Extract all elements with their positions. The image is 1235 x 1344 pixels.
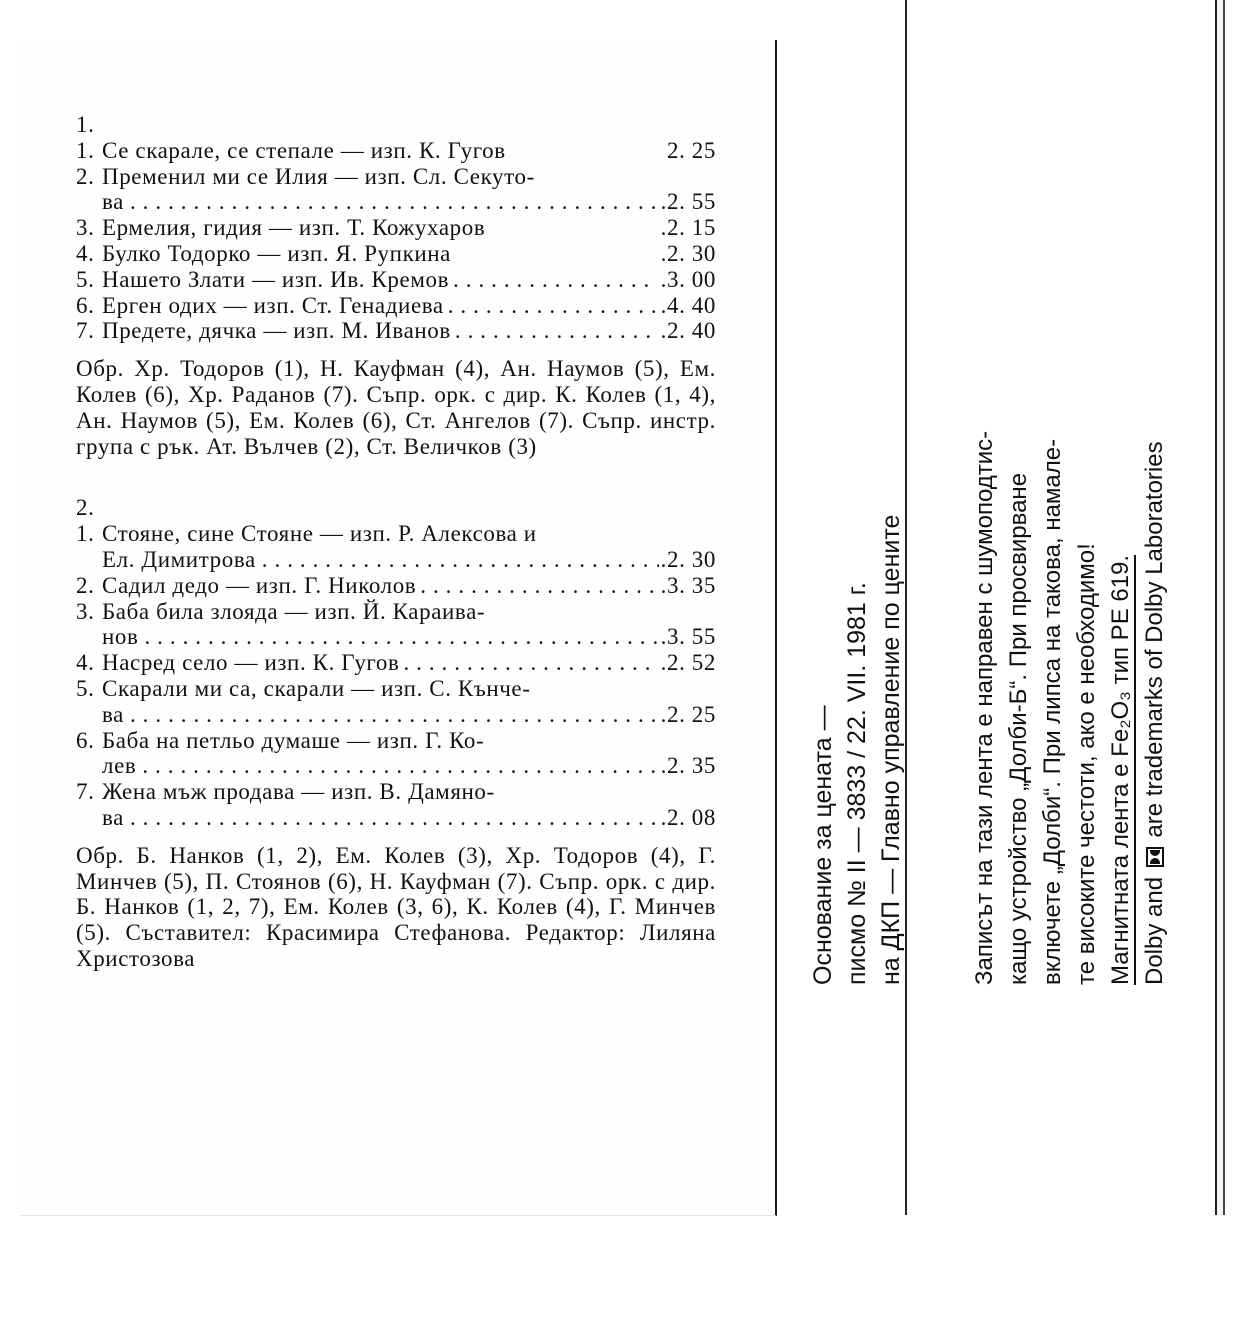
track-title: Скарали ми са, скарали — изп. С. Кънче- [102,675,531,701]
track-duration: .2. 35 [660,753,716,779]
track-title: Ермелия, гидия — изп. Т. Кожухаров [102,215,486,241]
side-2-credits: Обр. Б. Нанков (1, 2), Ем. Колев (3), Хр. Тодоров (4), Г. Минчев (5), П. Стоянов (6), Н. Кауфман (7). Съпр. орк. с дир. Б. Нанков (1, 2, 7), Ем. Колев (3, 6), К. Колев (4), Г. Минчев (5). Съставител: Красимира Стефанова. Редактор: Лиляна Христозова [76,842,716,971]
track-item: 2. Пременил ми се Илия — изп. Сл. Секуто- [76,163,535,189]
track-duration: .2. 52 [660,650,716,676]
track-title: Предете, дячка — изп. М. Иванов [102,318,451,344]
track-title: Нашето Злати — изп. Ив. Кремов [102,266,450,292]
leader-dots [455,318,657,344]
track-continuation: Ел. Димитрова . . . .2. 30 [76,547,716,573]
track-title: Се скарале, се степале — изп. К. Гугов [102,137,506,163]
track-item: 6. Ерген одих — изп. Ст. Генадиева . . . .4. 40 [76,293,716,319]
track-title: Пременил ми се Илия — изп. Сл. Секуто- [102,163,535,189]
track-duration: .3. 35 [660,572,716,598]
track-item: 5. Скарали ми са, скарали — изп. С. Кънче- [76,675,531,701]
track-duration: .4. 40 [660,292,716,318]
leader-dots [420,573,656,599]
track-item: 6. Баба на петльо думаше — изп. Г. Ко- [76,727,485,753]
leader-dots [453,267,657,293]
dolby-trademark-line: Dolby and are trademarks of Dolby Laboratories [1141,441,1168,985]
track-title: Баба на петльо думаше — изп. Г. Ко- [102,727,485,753]
track-duration: .2. 40 [660,318,716,344]
track-title: Насред село — изп. К. Гугов [102,650,400,676]
side-2-heading: 2. [76,495,95,521]
leader-dots [142,753,658,779]
track-duration: .2. 30 [660,546,716,572]
track-item: 7. Предете, дячка — изп. М. Иванов . . . .2. 40 [76,318,716,344]
track-item: 3. Ермелия, гидия — изп. Т. Кожухаров .2. 15 [76,215,716,241]
track-duration: .3. 55 [660,624,716,650]
side-1-credits: Обр. Хр. Тодоров (1), Н. Кауфман (4), Ан. Наумов (5), Ем. Колев (6), Хр. Раданов (7). Съпр. орк. с дир. К. Колев (1, 4), Ан. Наумов (5), Ем. Колев (6), Ст. Ангелов (7). Съпр. инстр. група с рък. Ат. Вълчев (2), Ст. Величков (3) [76,356,716,459]
track-item: 2. Садил дедо — изп. Г. Николов . . . .3. 35 [76,573,716,599]
track-continuation: ва . . . .2. 25 [76,702,716,728]
track-title: Баба била злояда — изп. Й. Караива- [102,598,486,624]
track-title: Булко Тодорко — изп. Я. Рупкина [102,240,451,266]
track-duration: .2. 15 [660,215,716,241]
track-item: 1. Стояне, сине Стояне — изп. Р. Алексова и [76,521,537,547]
track-duration: .3. 00 [660,266,716,292]
track-continuation: ва . . . .2. 55 [76,189,716,215]
tape-type-note: Магнитната лента е Fe₂O₃ тип PE 619. [1107,554,1134,985]
track-duration: 2. 25 [667,137,716,163]
track-title: Садил дедо — изп. Г. Николов [102,572,417,598]
track-duration: .2. 08 [660,804,716,830]
leader-dots [403,650,656,676]
track-title: Стояне, сине Стояне — изп. Р. Алексова и [102,521,537,547]
spine-edge [1215,0,1225,1215]
track-title: Ерген одих — изп. Ст. Генадиева [102,292,444,318]
track-duration: .2. 55 [660,189,716,215]
side-1-heading: 1. [76,112,95,137]
dolby-note: Записът на тази лента е направен с шумоподтис- кащо устройство „Долби-Б“. При просвирване включете „Долби“. При липса на такова, намале- те високите честоти, ако е необходимо! Магнитната лента е Fe₂O₃ тип PE 619. Dolby and are trademarks of Dolby Laboratories [968,431,1172,985]
track-title: Жена мъж продава — изп. В. Дамяно- [102,779,495,805]
leader-dots [130,189,659,215]
tracklist [76,112,716,972]
track-item: 1. Се скарале, се степале — изп. К. Гугов 2. 25 [76,137,716,163]
track-item: 3. Баба била злояда — изп. Й. Караива- [76,598,486,624]
track-item: 4. Булко Тодорко — изп. Я. Рупкина .2. 30 [76,240,716,266]
leader-dots [130,805,659,831]
track-continuation: лев . . . .2. 35 [76,753,716,779]
track-continuation: нов . . . .3. 55 [76,624,716,650]
dolby-double-d-icon [1146,847,1164,867]
track-item: 5. Нашето Злати — изп. Ив. Кремов . . . .3. 00 [76,267,716,293]
track-item: 7. Жена мъж продава — изп. В. Дамяно- [76,779,495,805]
leader-dots [130,702,659,728]
leader-dots [448,293,657,319]
leader-dots [262,547,659,573]
track-continuation: ва . . . .2. 08 [76,805,716,831]
track-duration: .2. 25 [660,701,716,727]
track-duration: .2. 30 [660,240,716,266]
leader-dots [144,624,658,650]
track-item: 4. Насред село — изп. К. Гугов . . . .2. 52 [76,650,716,676]
price-note: Основание за цената — писмо № II — 3833 / 22. VII. 1981 г. на ДКП — Главно управление по цените [809,514,905,985]
